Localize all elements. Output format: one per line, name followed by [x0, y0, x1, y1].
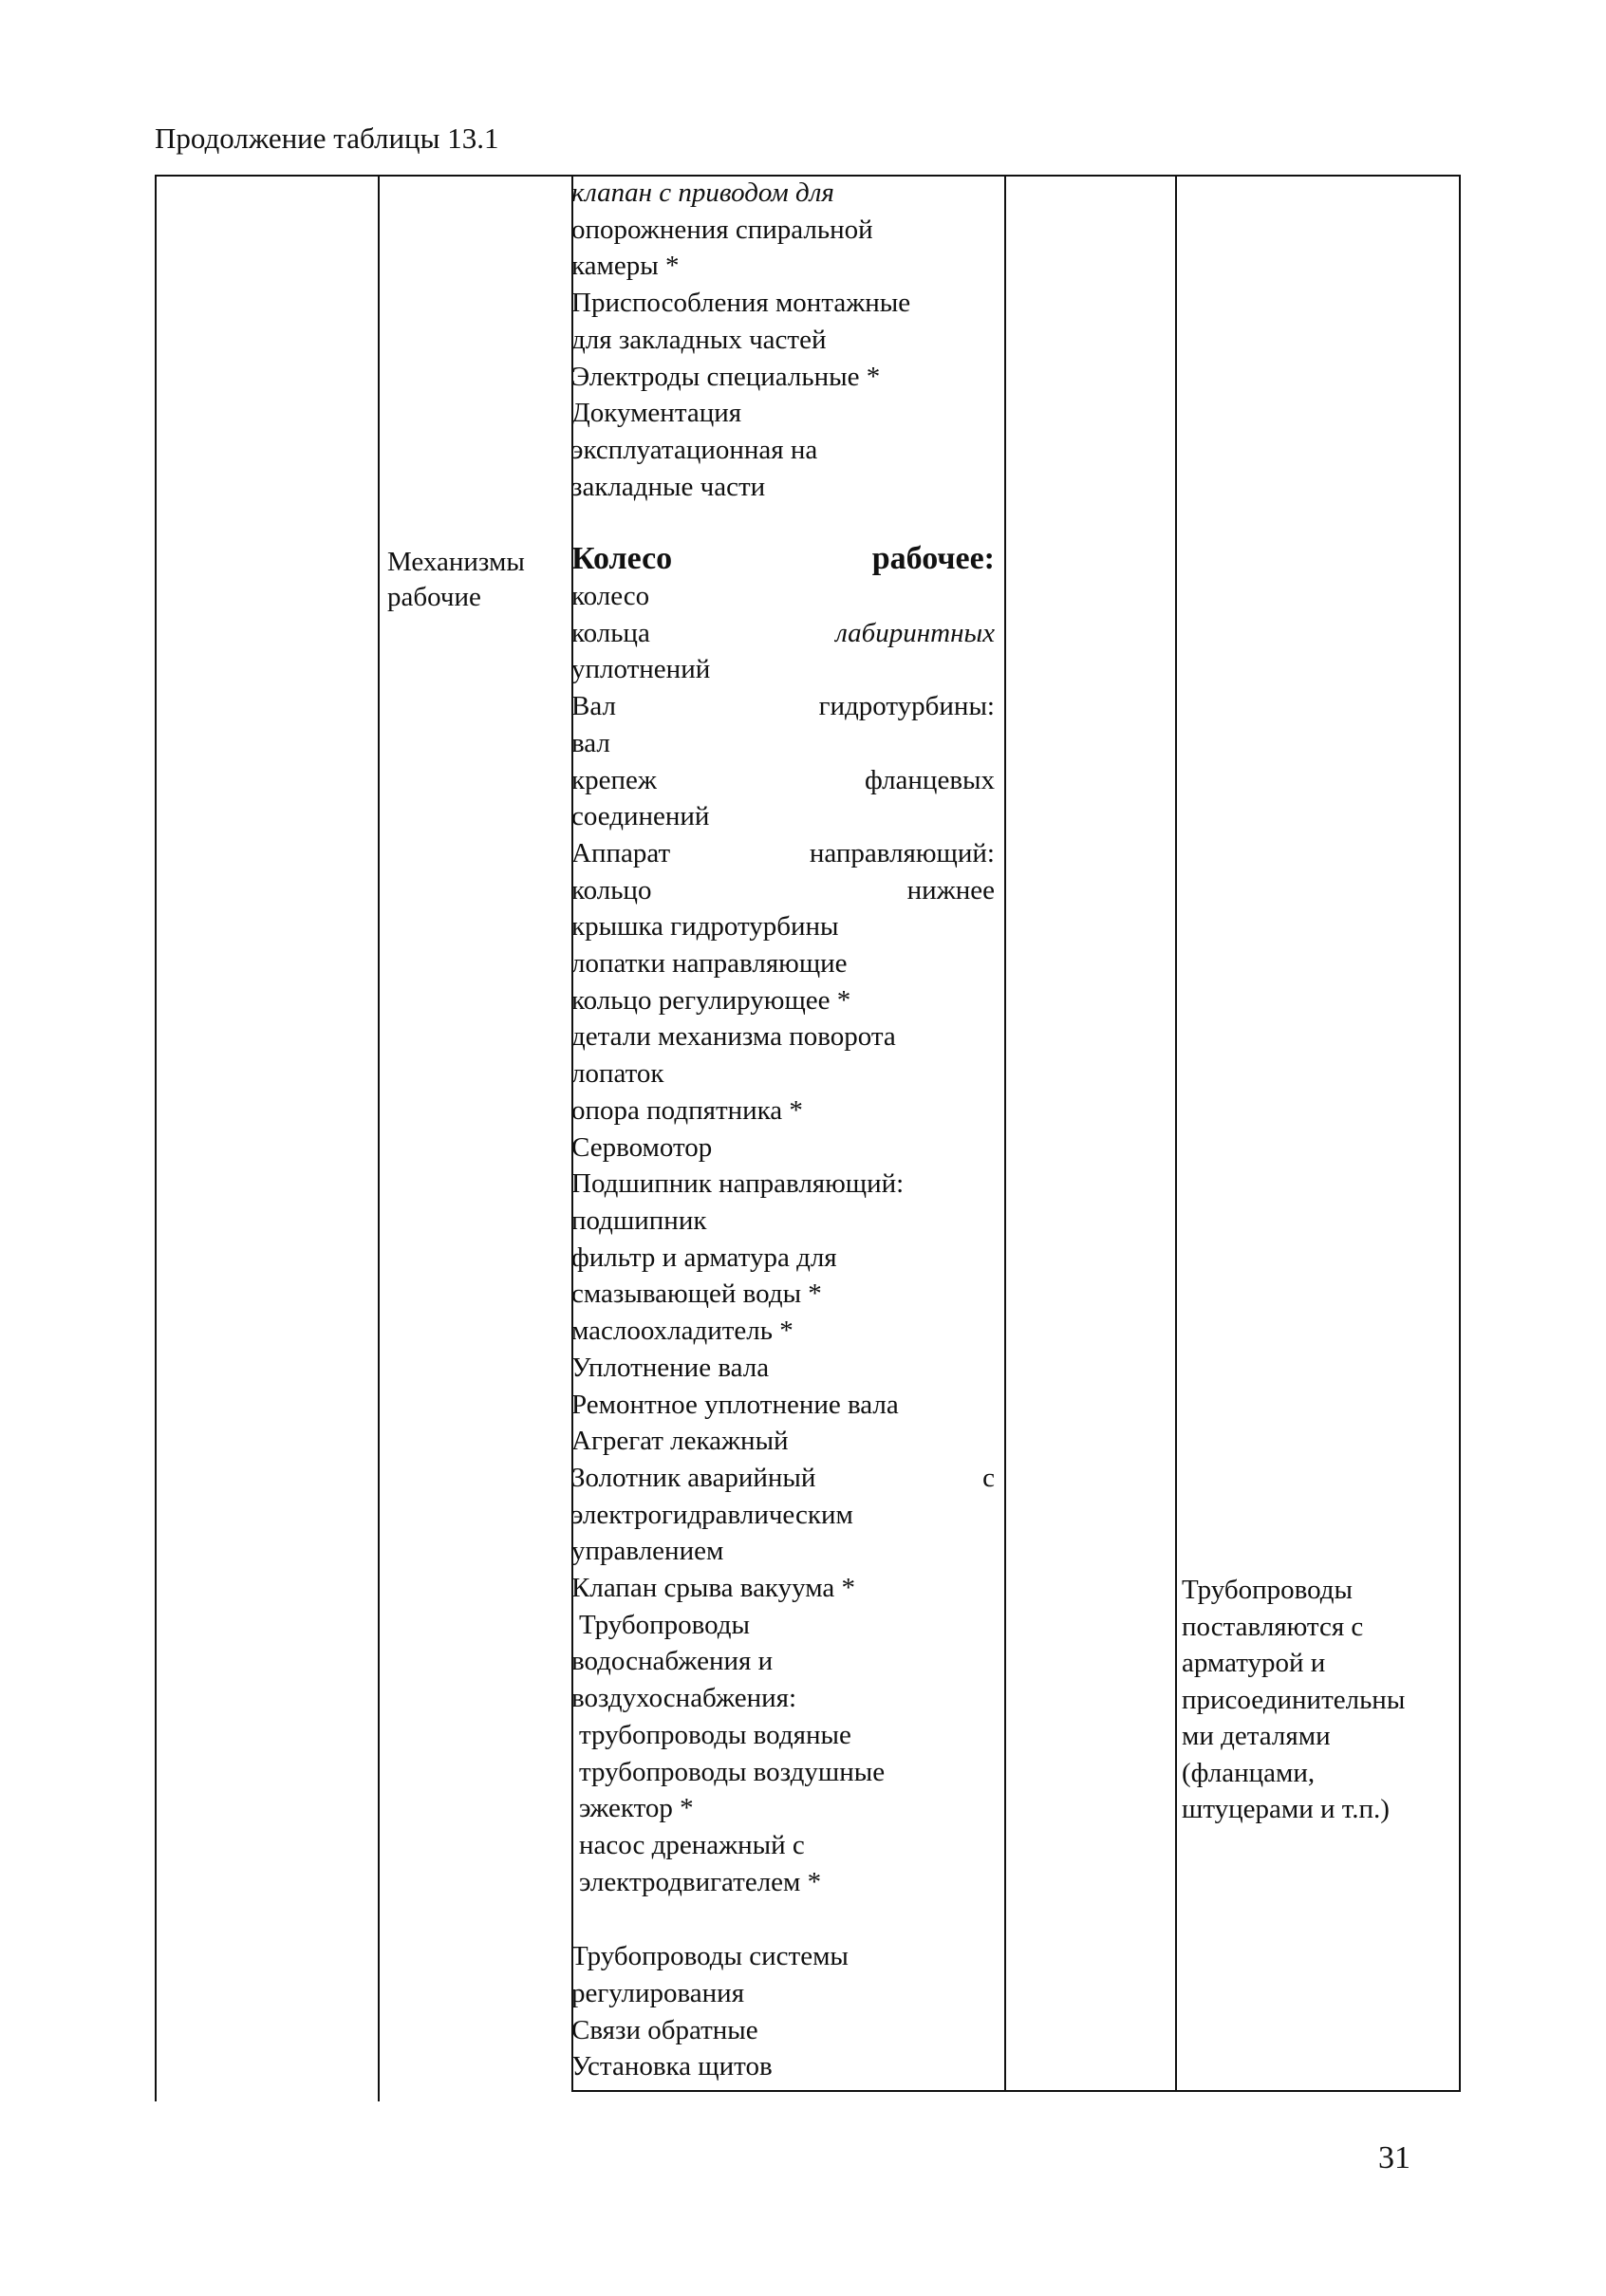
list-line: эжектор * [579, 1793, 694, 1824]
list-line: лопаток [571, 1058, 664, 1090]
line-right-text: фланцевых [865, 764, 995, 795]
list-line: камеры * [571, 251, 680, 282]
table-border-col5 [1175, 175, 1177, 2092]
line-left-text: Вал [571, 691, 616, 722]
remark-line: Трубопроводы [1182, 1575, 1354, 1605]
components-cell [571, 175, 995, 2085]
list-line: подшипник [571, 1204, 707, 1236]
line-left-text: кольца [571, 617, 650, 648]
list-line: воздухоснабжения: [571, 1683, 797, 1714]
list-line: Установка щитов [571, 2051, 773, 2082]
list-line: кольцо регулирующее * [571, 984, 851, 1016]
line-left-text: Колесо [571, 541, 673, 577]
mechanisms-label-line: рабочие [387, 582, 481, 612]
list-line: опора подпятника * [571, 1094, 803, 1126]
mechanisms-label-line: Механизмы [387, 547, 525, 577]
line-right-text: направляющий: [809, 837, 995, 868]
list-line: Подшипник направляющий: [571, 1168, 905, 1200]
justified-line [571, 541, 995, 578]
justified-line [571, 688, 995, 725]
list-line: маслоохладитель * [571, 1316, 794, 1347]
table-border-col4 [1004, 175, 1006, 2092]
list-line: Трубопроводы [579, 1609, 751, 1640]
list-line: водоснабжения и [571, 1646, 774, 1677]
justified-line [571, 872, 995, 909]
list-line: эксплуатационная на [571, 434, 818, 465]
spacer [571, 505, 995, 541]
list-line: крышка гидротурбины [571, 911, 839, 943]
justified-line [571, 1460, 995, 1497]
list-line: электрогидравлическим [571, 1499, 853, 1530]
table-border-left [155, 175, 157, 2101]
table-border-right [1459, 175, 1461, 2092]
line-left-text: крепеж [571, 764, 657, 795]
remark-line: присоединительны [1182, 1684, 1406, 1715]
list-line: Электроды специальные * [571, 361, 881, 392]
list-line: трубопроводы водяные [579, 1719, 851, 1750]
list-line: лопатки направляющие [571, 948, 848, 980]
list-line: трубопроводы воздушные [579, 1756, 886, 1787]
list-line: клапан с приводом для [571, 177, 834, 208]
list-line: Агрегат лекажный [571, 1426, 789, 1457]
line-left-text: Аппарат [571, 837, 671, 868]
list-line: опорожнения спиральной [571, 214, 873, 245]
list-line: Приспособления монтажные [571, 288, 911, 319]
page-number: 31 [1378, 2140, 1410, 2175]
list-line: Ремонтное уплотнение вала [571, 1389, 899, 1420]
remark-line: штуцерами и т.п.) [1182, 1794, 1390, 1824]
list-line: электродвигателем * [579, 1866, 822, 1897]
remark-line: (фланцами, [1182, 1757, 1316, 1788]
list-line: Уплотнение вала [571, 1352, 770, 1383]
line-right-text: лабиринтных [835, 617, 995, 648]
remark-line: ми деталями [1182, 1721, 1331, 1751]
list-line: соединений [571, 801, 710, 832]
list-line: колесо [571, 581, 650, 612]
list-line: насос дренажный с [579, 1829, 805, 1860]
remark-line: арматурой и [1182, 1648, 1326, 1678]
list-line: уплотнений [571, 654, 711, 685]
list-line: Сервомотор [571, 1131, 713, 1163]
list-line: смазывающей воды * [571, 1279, 822, 1310]
list-line: закладные части [571, 471, 766, 502]
list-line: вал [571, 727, 610, 758]
justified-line [571, 762, 995, 799]
line-right-text: гидротурбины: [818, 691, 995, 722]
line-left-text: Золотник аварийный [571, 1462, 816, 1493]
line-right-text: нижнее [906, 874, 995, 905]
line-left-text: кольцо [571, 874, 652, 905]
table-border-col2 [378, 175, 380, 2101]
list-line: для закладных частей [571, 324, 827, 355]
table-caption: Продолжение таблицы 13.1 [155, 121, 499, 155]
list-line: управлением [571, 1536, 724, 1567]
line-right-text: с [982, 1462, 995, 1493]
justified-line [571, 615, 995, 652]
justified-line [571, 1018, 995, 1055]
table-bottom-border-col3-5 [571, 2090, 1461, 2092]
remarks-cell [1182, 1572, 1405, 1828]
list-line: Клапан срыва вакуума * [571, 1573, 856, 1604]
remark-line: поставляются с [1182, 1611, 1364, 1642]
mechanisms-cell [387, 545, 525, 615]
list-line: Документация [571, 398, 742, 429]
list-line: регулирования [571, 1978, 745, 2009]
line-left-text: детали механизма поворота [571, 1021, 896, 1053]
list-line: Связи обратные [571, 2014, 758, 2045]
line-right-text: рабочее: [871, 541, 995, 577]
list-line: Трубопроводы системы [571, 1941, 849, 1972]
justified-line [571, 835, 995, 872]
spacer [571, 1900, 995, 1938]
list-line: фильтр и арматура для [571, 1241, 837, 1273]
